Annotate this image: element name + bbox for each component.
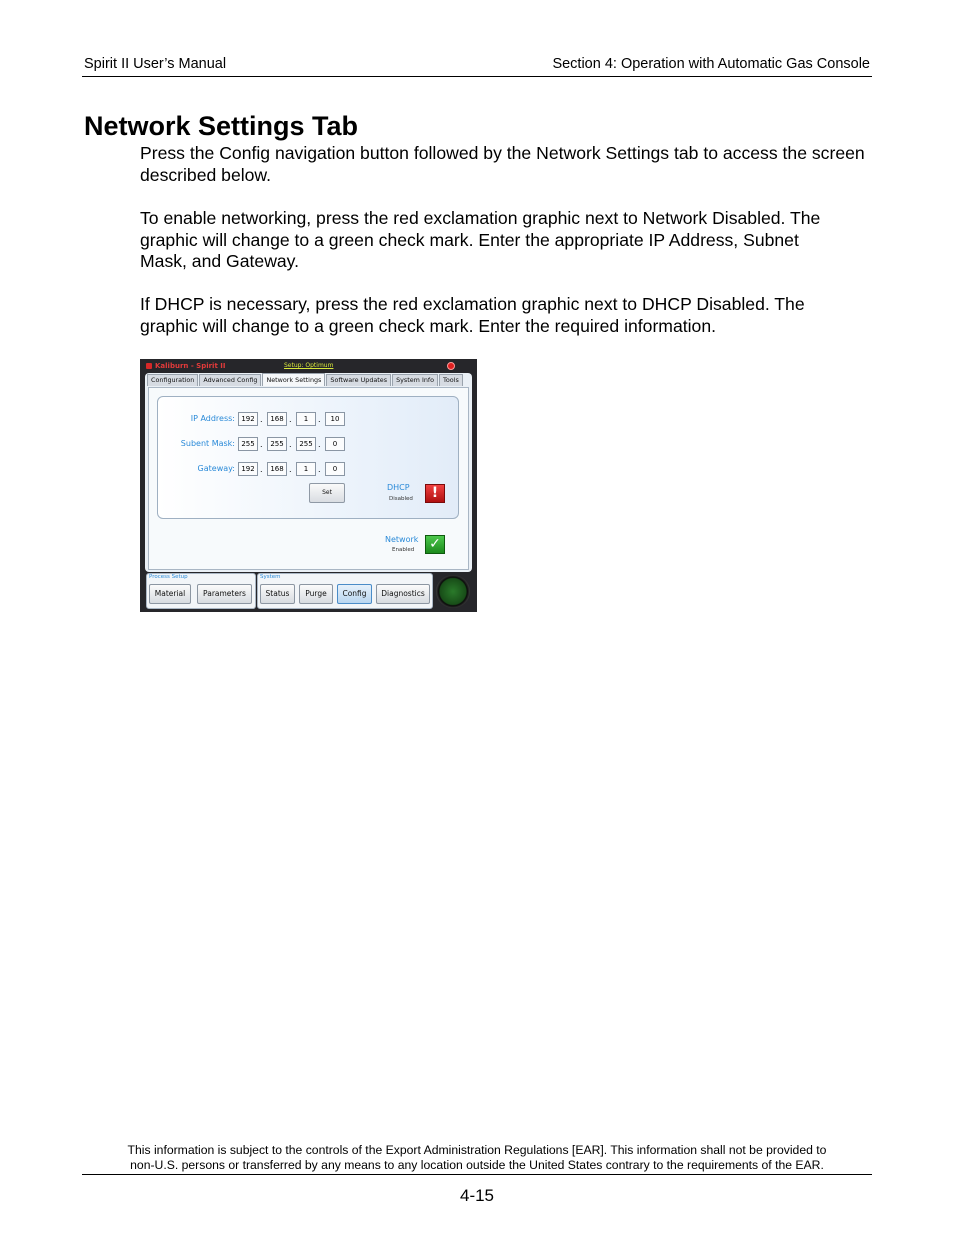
subnet-octet-2[interactable]: 255 — [267, 437, 287, 451]
gateway-separator: . — [260, 465, 263, 474]
paragraph-dhcp: If DHCP is necessary, press the red exclamation graphic next to DHCP Disabled. The graphic will change to a green check mark. Enter the required information. — [140, 294, 805, 336]
subnet-separator: . — [260, 440, 263, 449]
section-title: Network Settings Tab — [84, 111, 359, 141]
tab-network-settings[interactable]: Network Settings — [262, 373, 325, 386]
running-header-right: Section 4: Operation with Automatic Gas Console — [552, 56, 870, 72]
subnet-separator: . — [289, 440, 292, 449]
purge-button[interactable]: Purge — [299, 584, 333, 604]
export-notice-line-1: This information is subject to the controls of the Export Administration Regulations [EAR]. This information shall not be provided to — [127, 1143, 827, 1157]
tab-configuration[interactable]: Configuration — [147, 374, 198, 386]
paragraph-enable-networking: To enable networking, press the red exclamation graphic next to Network Disabled. The graphic will change to a green check mark. Enter the appropriate IP Address, Subnet Mask, and Gateway. — [140, 208, 821, 272]
paragraph-intro: Press the Config navigation button followed by the Network Settings tab to access the screen described below. — [140, 143, 865, 185]
export-notice-line-2: non-U.S. persons or transferred by any means to any location outside the United States contrary to the requirements of the EAR. — [130, 1158, 824, 1172]
ip-separator: . — [289, 415, 292, 424]
power-button-icon[interactable] — [436, 575, 470, 608]
config-tab-bar — [147, 374, 463, 387]
alarm-indicator-icon — [447, 362, 455, 370]
subnet-separator: . — [318, 440, 321, 449]
app-brand-text: Kaliburn - Spirit II — [155, 362, 226, 370]
tab-advanced-config[interactable]: Advanced Config — [199, 374, 261, 386]
subnet-octet-1[interactable]: 255 — [238, 437, 258, 451]
tab-system-info[interactable]: System Info — [392, 374, 438, 386]
export-control-notice — [84, 1143, 870, 1173]
gateway-octet-4[interactable]: 0 — [325, 462, 345, 476]
network-settings-screenshot — [140, 359, 477, 612]
dhcp-label: DHCP — [387, 483, 410, 492]
kaliburn-logo-icon — [146, 363, 152, 369]
gateway-octet-1[interactable]: 192 — [238, 462, 258, 476]
gateway-label: Gateway: — [197, 464, 235, 473]
network-check-icon[interactable]: ✓ — [425, 535, 445, 554]
config-button[interactable]: Config — [337, 584, 372, 604]
ip-octet-3[interactable]: 1 — [296, 412, 316, 426]
gateway-separator: . — [289, 465, 292, 474]
ip-separator: . — [318, 415, 321, 424]
process-setup-label: Process Setup — [149, 574, 188, 580]
setup-status-link[interactable]: Setup: Optimum — [284, 362, 334, 369]
tab-tools[interactable]: Tools — [439, 374, 463, 386]
set-button[interactable]: Set — [309, 483, 345, 503]
subnet-octet-4[interactable]: 0 — [325, 437, 345, 451]
footer-rule — [82, 1174, 872, 1175]
gateway-octet-2[interactable]: 168 — [267, 462, 287, 476]
network-status: Enabled — [392, 547, 415, 553]
ip-octet-2[interactable]: 168 — [267, 412, 287, 426]
gateway-separator: . — [318, 465, 321, 474]
ip-octet-1[interactable]: 192 — [238, 412, 258, 426]
status-button[interactable]: Status — [260, 584, 295, 604]
dhcp-exclamation-icon[interactable]: ! — [425, 484, 445, 503]
running-header-left: Spirit II User’s Manual — [84, 56, 227, 72]
dhcp-status: Disabled — [389, 496, 413, 502]
diagnostics-button[interactable]: Diagnostics — [376, 584, 430, 604]
network-label: Network — [385, 535, 419, 544]
system-label: System — [260, 574, 281, 580]
parameters-button[interactable]: Parameters — [197, 584, 252, 604]
ip-address-label: IP Address: — [190, 414, 235, 423]
ip-octet-4[interactable]: 10 — [325, 412, 345, 426]
header-rule — [82, 76, 872, 77]
material-button[interactable]: Material — [149, 584, 191, 604]
subnet-octet-3[interactable]: 255 — [296, 437, 316, 451]
page-number: 4-15 — [459, 1186, 495, 1205]
ip-separator: . — [260, 415, 263, 424]
subnet-mask-label: Subent Mask: — [180, 439, 235, 448]
gateway-octet-3[interactable]: 1 — [296, 462, 316, 476]
tab-software-updates[interactable]: Software Updates — [326, 374, 391, 386]
app-brand — [146, 362, 225, 370]
